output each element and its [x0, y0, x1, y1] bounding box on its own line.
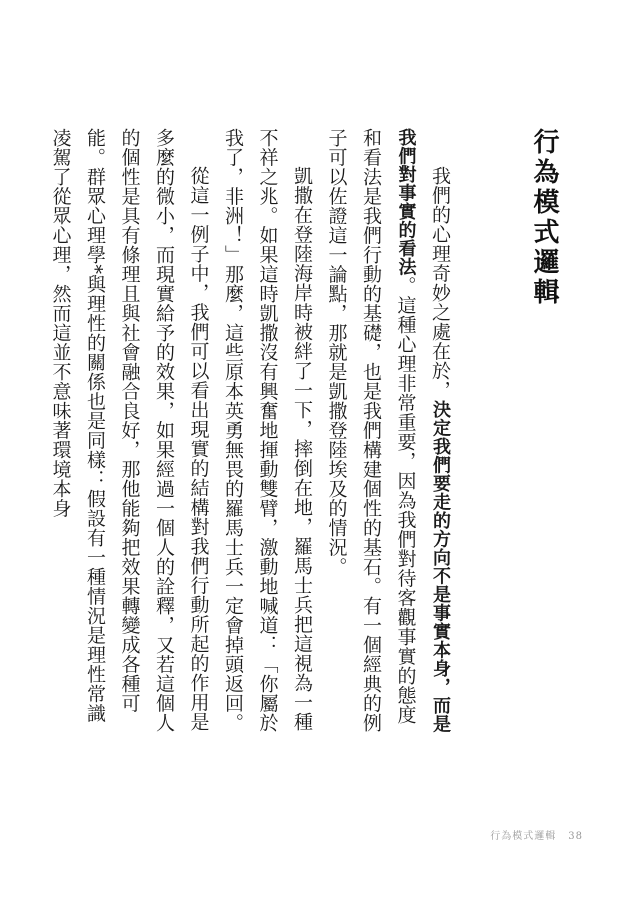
paragraph: [319, 128, 457, 740]
running-title: 行為模式邏輯: [490, 831, 557, 842]
paragraph: [43, 128, 216, 740]
page-footer: [490, 827, 583, 842]
emphasized-text: 決定我們要走的方向不是事實本身，而是我們對事實的看法: [395, 128, 451, 733]
paragraph-text: 從這一例子中，我們可以看出現實的結構對我們行動所起的作用是多麼的微小，而現實給予的效果，如果經過一個人的詮釋，又若這個人的個性是具有條理且與社會融合良好，那他能夠把效果轉變成各種可能。群眾心理學*與理性的關係也是同樣：假設有一種情況是理性常識凌駕了從眾心理，然而這並不意味著環境本身: [49, 128, 210, 733]
page-number: 38: [568, 831, 583, 842]
paragraph: [216, 128, 320, 740]
paragraph-text: 。這種心理非常重要，因為我們對待客觀事實的態度和看法是我們行動的基礎，也是我們構建個性的基石。有一個經典的例子可以佐證這一論點，那就是凱撒登陸埃及的情況。: [325, 128, 417, 733]
paragraph-text: 我們的心理奇妙之處在於，: [429, 166, 451, 400]
paragraph-text: 凱撒在登陸海岸時被絆了一下，摔倒在地，羅馬士兵把這視為一種不祥之兆。如果這時凱撒沒有興奮地揮動雙臂，激動地喊道：「你屬於我了，非洲！」那麼，這些原本英勇無畏的羅馬士兵一定會掉頭返回。: [222, 128, 313, 733]
body-text: [43, 128, 457, 740]
chapter-title: 行為模式邏輯: [529, 128, 559, 308]
